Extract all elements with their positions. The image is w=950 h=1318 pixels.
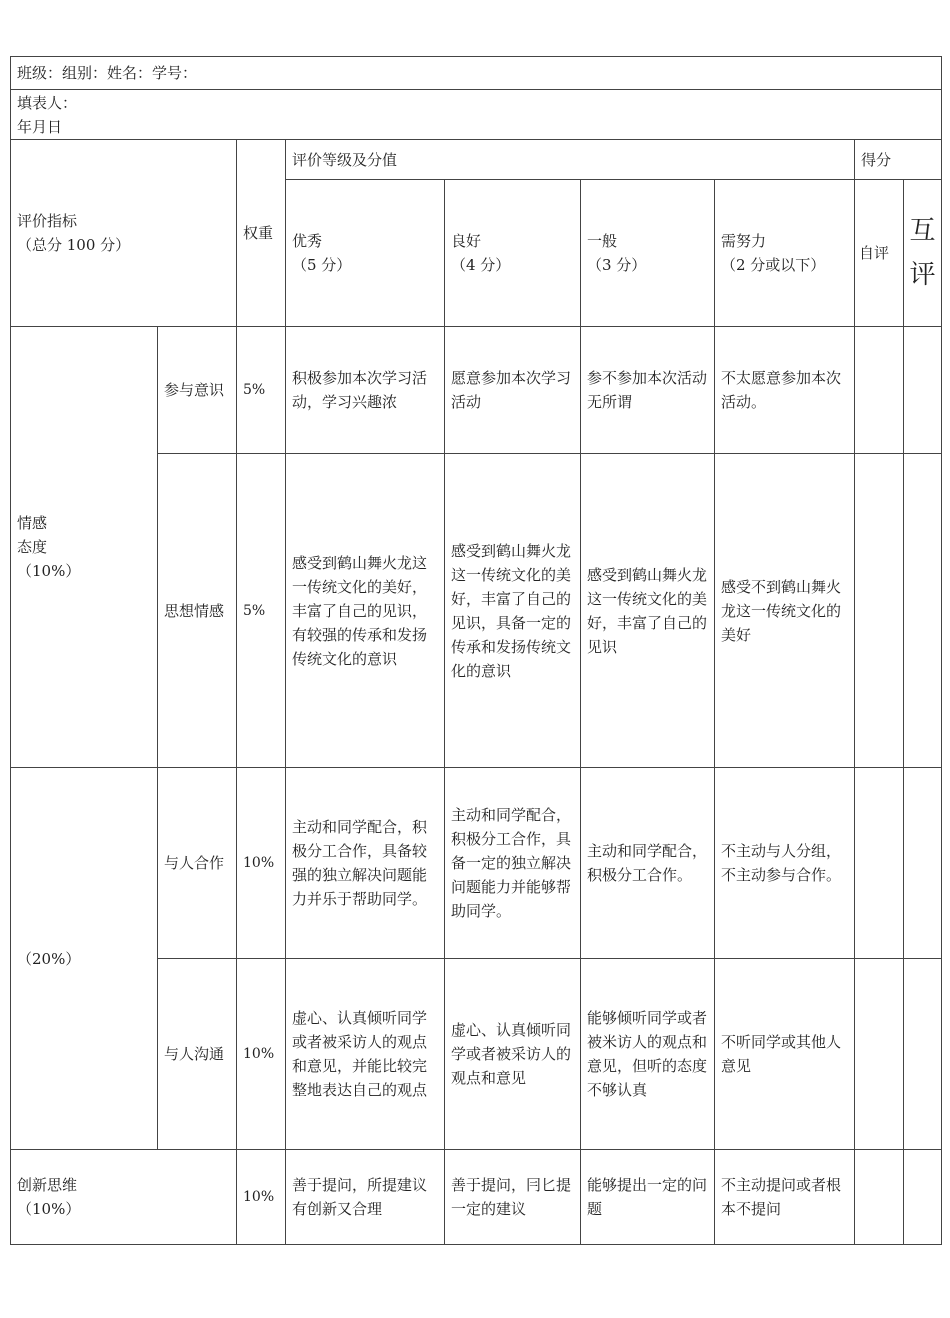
weight-cell: 10% <box>237 768 286 959</box>
self-eval-input[interactable] <box>855 959 904 1150</box>
self-eval-header: 自评 <box>855 180 904 327</box>
self-eval-input[interactable] <box>855 1150 904 1245</box>
indicator-header: 评价指标 （总分 100 分） <box>11 140 237 327</box>
peer-eval-header: 互评 <box>904 180 942 327</box>
average-cell: 参不参加本次活动无所谓 <box>581 327 715 454</box>
needs-work-cell: 不太愿意参加本次活动。 <box>715 327 855 454</box>
average-cell: 感受到鹤山舞火龙这一传统文化的美好，丰富了自己的见识 <box>581 454 715 768</box>
peer-eval-input[interactable] <box>904 327 942 454</box>
average-cell: 能够提出一定的问题 <box>581 1150 715 1245</box>
peer-eval-input[interactable] <box>904 768 942 959</box>
evaluation-table <box>10 56 942 1245</box>
needs-work-header: 需努力 （2 分或以下） <box>715 180 855 327</box>
excellent-cell: 感受到鹤山舞火龙这一传统文化的美好，丰富了自己的见识，有较强的传承和发扬传统文化的意识 <box>286 454 445 768</box>
good-cell: 感受到鹤山舞火龙这一传统文化的美好，丰富了自己的见识，具备一定的传承和发扬传统文化的意识 <box>445 454 581 768</box>
grade-header: 评价等级及分值 <box>286 140 855 180</box>
good-cell: 虚心、认真倾听同学或者被采访人的观点和意见 <box>445 959 581 1150</box>
excellent-cell: 善于提问，所提建议有创新又合理 <box>286 1150 445 1245</box>
needs-work-cell: 不主动提问或者根本不提问 <box>715 1150 855 1245</box>
self-eval-input[interactable] <box>855 454 904 768</box>
peer-eval-input[interactable] <box>904 454 942 768</box>
self-eval-input[interactable] <box>855 327 904 454</box>
group-cooperation: （20%） <box>11 768 158 1150</box>
group-emotion: 情感 态度 （10%） <box>11 327 158 768</box>
sub-indicator: 与人合作 <box>158 768 237 959</box>
good-cell: 主动和同学配合，积极分工合作，具备一定的独立解决问题能力并能够帮助同学。 <box>445 768 581 959</box>
weight-header: 权重 <box>237 140 286 327</box>
average-header: 一般 （3 分） <box>581 180 715 327</box>
sub-indicator: 与人沟通 <box>158 959 237 1150</box>
excellent-header: 优秀 （5 分） <box>286 180 445 327</box>
peer-eval-input[interactable] <box>904 1150 942 1245</box>
good-cell: 善于提问，冃匕提一定的建议 <box>445 1150 581 1245</box>
sub-indicator: 参与意识 <box>158 327 237 454</box>
average-cell: 能够倾听同学或者被米访人的观点和意见，但听的态度不够认真 <box>581 959 715 1150</box>
date-label: 年月日 <box>17 117 63 136</box>
excellent-cell: 虚心、认真倾听同学或者被采访人的观点和意见，并能比较完整地表达自己的观点 <box>286 959 445 1150</box>
weight-cell: 10% <box>237 1150 286 1245</box>
excellent-cell: 积极参加本次学习活动，学习兴趣浓 <box>286 327 445 454</box>
class-info-line: 班级：组别：姓名：学号： <box>11 57 942 90</box>
needs-work-cell: 感受不到鹤山舞火龙这一传统文化的美好 <box>715 454 855 768</box>
score-header: 得分 <box>855 140 942 180</box>
average-cell: 主动和同学配合，积极分工合作。 <box>581 768 715 959</box>
needs-work-cell: 不主动与人分组，不主动参与合作。 <box>715 768 855 959</box>
sub-indicator: 思想情感 <box>158 454 237 768</box>
good-cell: 愿意参加本次学习活动 <box>445 327 581 454</box>
good-header: 良好 （4 分） <box>445 180 581 327</box>
group-innovation: 创新思维 （10%） <box>11 1150 237 1245</box>
filler-date-cell <box>11 90 942 140</box>
excellent-cell: 主动和同学配合，积极分工合作，具备较强的独立解决问题能力并乐于帮助同学。 <box>286 768 445 959</box>
peer-eval-input[interactable] <box>904 959 942 1150</box>
weight-cell: 5% <box>237 454 286 768</box>
self-eval-input[interactable] <box>855 768 904 959</box>
weight-cell: 5% <box>237 327 286 454</box>
weight-cell: 10% <box>237 959 286 1150</box>
needs-work-cell: 不听同学或其他人意见 <box>715 959 855 1150</box>
filler-label: 填表人： <box>17 93 78 112</box>
